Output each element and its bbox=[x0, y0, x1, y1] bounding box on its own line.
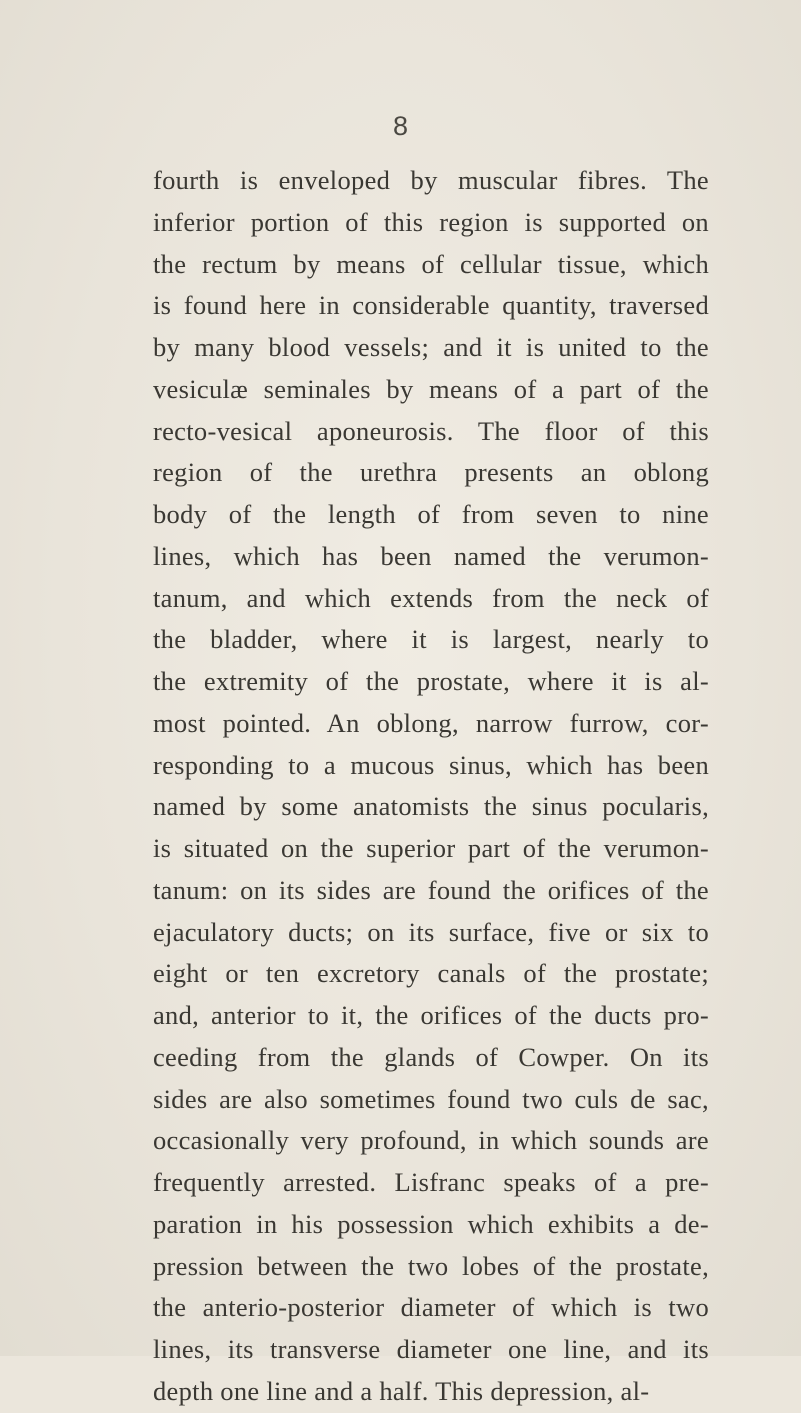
text-line: frequently arrested. Lisfranc speaks of a pre- bbox=[153, 1167, 709, 1197]
text-line: vesiculæ seminales by means of a part of the bbox=[153, 373, 709, 404]
text-line: the rectum by means of cellular tissue, which bbox=[153, 248, 709, 279]
body-text bbox=[153, 160, 709, 1413]
text-line: sides are also sometimes found two culs de sac, bbox=[153, 1083, 709, 1114]
page-number: 8 bbox=[392, 111, 409, 141]
text-line: is situated on the superior part of the verumon- bbox=[153, 833, 709, 863]
text-line: recto-vesical aponeurosis. The floor of this bbox=[153, 415, 709, 446]
text-line: region of the urethra presents an oblong bbox=[153, 457, 709, 488]
text-line: body of the length of from seven to nine bbox=[153, 499, 709, 529]
text-line: ceeding from the glands of Cowper. On its bbox=[153, 1041, 709, 1072]
text-line: lines, which has been named the verumon- bbox=[153, 540, 709, 571]
text-line: eight or ten excretory canals of the prostate; bbox=[153, 958, 709, 989]
text-line: responding to a mucous sinus, which has been bbox=[153, 749, 709, 780]
text-line: the bladder, where it is largest, nearly to bbox=[153, 624, 709, 655]
text-line: tanum, and which extends from the neck of bbox=[153, 582, 709, 613]
text-line: named by some anatomists the sinus pocularis, bbox=[153, 791, 709, 822]
text-line: occasionally very profound, in which sounds are bbox=[153, 1125, 709, 1156]
text-line: tanum: on its sides are found the orifices of the bbox=[153, 874, 709, 905]
text-line: lines, its transverse diameter one line, and its bbox=[153, 1334, 709, 1364]
text-line: fourth is enveloped by muscular fibres. The bbox=[153, 165, 709, 195]
text-line: paration in his possession which exhibits a de- bbox=[153, 1208, 709, 1239]
text-line: and, anterior to it, the orifices of the ducts pro- bbox=[153, 1000, 709, 1030]
text-line: by many blood vessels; and it is united to the bbox=[153, 332, 709, 362]
text-line: pression between the two lobes of the prostate, bbox=[153, 1250, 709, 1281]
text-line: ejaculatory ducts; on its surface, five or six to bbox=[153, 916, 709, 947]
text-line: the extremity of the prostate, where it is al- bbox=[153, 666, 709, 696]
text-line: depth one line and a half. This depression, al- bbox=[153, 1375, 650, 1406]
text-line: the anterio-posterior diameter of which is two bbox=[153, 1292, 709, 1323]
text-line: most pointed. An oblong, narrow furrow, cor- bbox=[153, 707, 709, 738]
text-line: inferior portion of this region is supported on bbox=[153, 206, 709, 237]
text-line: is found here in considerable quantity, traversed bbox=[153, 290, 709, 321]
